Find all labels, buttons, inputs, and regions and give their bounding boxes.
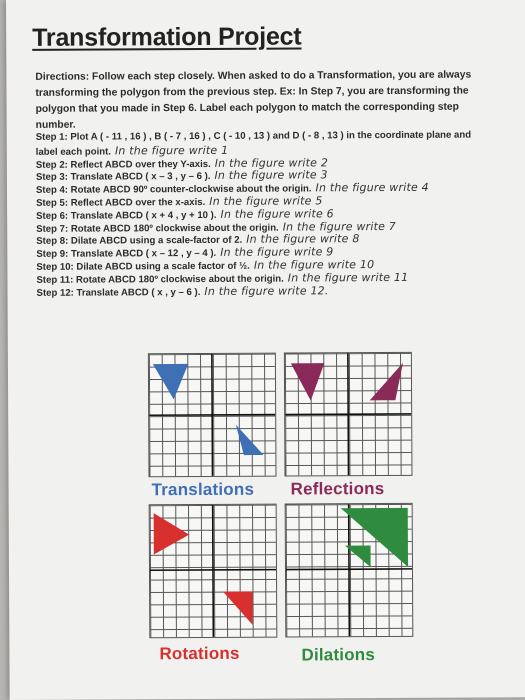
handwritten-note: In the figure write 3 <box>214 168 328 183</box>
step-11: Step 11: Rotate ABCD 180º clockwise about the origin. In the figure write 11 <box>36 270 409 286</box>
handwritten-note: In the figure write 6 <box>220 207 334 221</box>
handwritten-note: In the figure write 9 <box>220 245 334 260</box>
dilations-label: Dilations <box>301 645 376 665</box>
rotations-graph <box>149 504 278 639</box>
handwritten-note: In the figure write 8 <box>246 232 360 247</box>
step-5: Step 5: Reflect ABCD over the x-axis. In the figure write 5 <box>36 194 323 209</box>
reflection-shape-2 <box>370 363 404 401</box>
step-9: Step 9: Translate ABCD ( x – 12 , y – 4 ). In the figure write 9 <box>36 245 334 261</box>
handwritten-note: In the figure write 1 <box>114 143 229 158</box>
step-10: Step 10: Dilate ABCD using a scale factor of ½. In the figure write 10 <box>36 258 375 273</box>
step-12: Step 12: Translate ABCD ( x , y – 6 ). In the figure write 12. <box>36 283 329 299</box>
step-6: Step 6: Translate ABCD ( x + 4 , y + 10 ). In the figure write 6 <box>36 207 334 222</box>
step-3: Step 3: Translate ABCD ( x – 3 , y – 6 ). In the figure write 3 <box>35 168 328 184</box>
dilations-graph-drawing <box>286 504 413 637</box>
step-4: Step 4: Rotate ABCD 90º counter-clockwise about the origin. In the figure write 4 <box>35 180 429 197</box>
rotation-shape-1 <box>154 513 190 555</box>
translation-shape-2 <box>236 424 264 455</box>
handwritten-note: In the figure write 11 <box>287 270 409 285</box>
directions-text: Directions: Follow each step closely. When asked to do a Transformation, you are always transforming the polygon from the previous step. Ex: In Step 7, you are transforming the polygon that you made in Step 6. Label each polygon to match the corresponding step number. <box>35 69 472 131</box>
reflections-graph-drawing <box>285 353 412 476</box>
reflections-label: Reflections <box>290 479 385 499</box>
dilation-shape-large <box>341 508 408 567</box>
handwritten-note: In the figure write 7 <box>282 219 397 234</box>
worksheet-page <box>6 0 525 700</box>
rotations-graph-drawing <box>150 505 277 638</box>
translation-shape-1 <box>153 364 189 400</box>
handwritten-note: In the figure write 2 <box>214 155 329 170</box>
steps-list <box>36 129 517 298</box>
step-1: Step 1: Plot A ( - 11 , 16 ) , B ( - 7 , 16 ) , C ( - 10 , 13 ) and D ( - 8 , 13 ) in the coordinate plane and <box>35 129 472 143</box>
dilations-graph <box>285 503 414 638</box>
page-title: Transformation Project <box>32 22 302 52</box>
handwritten-note: In the figure write 5 <box>209 194 323 208</box>
handwritten-note: In the figure write 10 <box>253 258 375 272</box>
handwritten-note: In the figure write 12. <box>204 283 329 298</box>
reflection-shape-1 <box>291 363 325 401</box>
translations-graph <box>148 353 277 478</box>
reflections-graph <box>284 352 413 477</box>
rotation-shape-2 <box>223 591 253 625</box>
step-2: Step 2: Reflect ABCD over they Y-axis. In the figure write 2 <box>35 155 329 171</box>
step-8: Step 8: Dilate ABCD using a scale-factor of 2. In the figure write 8 <box>36 232 360 248</box>
translations-label: Translations <box>151 479 255 500</box>
rotations-label: Rotations <box>159 643 240 664</box>
step-7: Step 7: Rotate ABCD 180º clockwise about the origin. In the figure write 7 <box>36 219 397 235</box>
step-1-cont: label each point. In the figure write 1 <box>35 143 229 158</box>
handwritten-note: In the figure write 4 <box>315 180 429 195</box>
translations-graph-drawing <box>149 354 276 477</box>
